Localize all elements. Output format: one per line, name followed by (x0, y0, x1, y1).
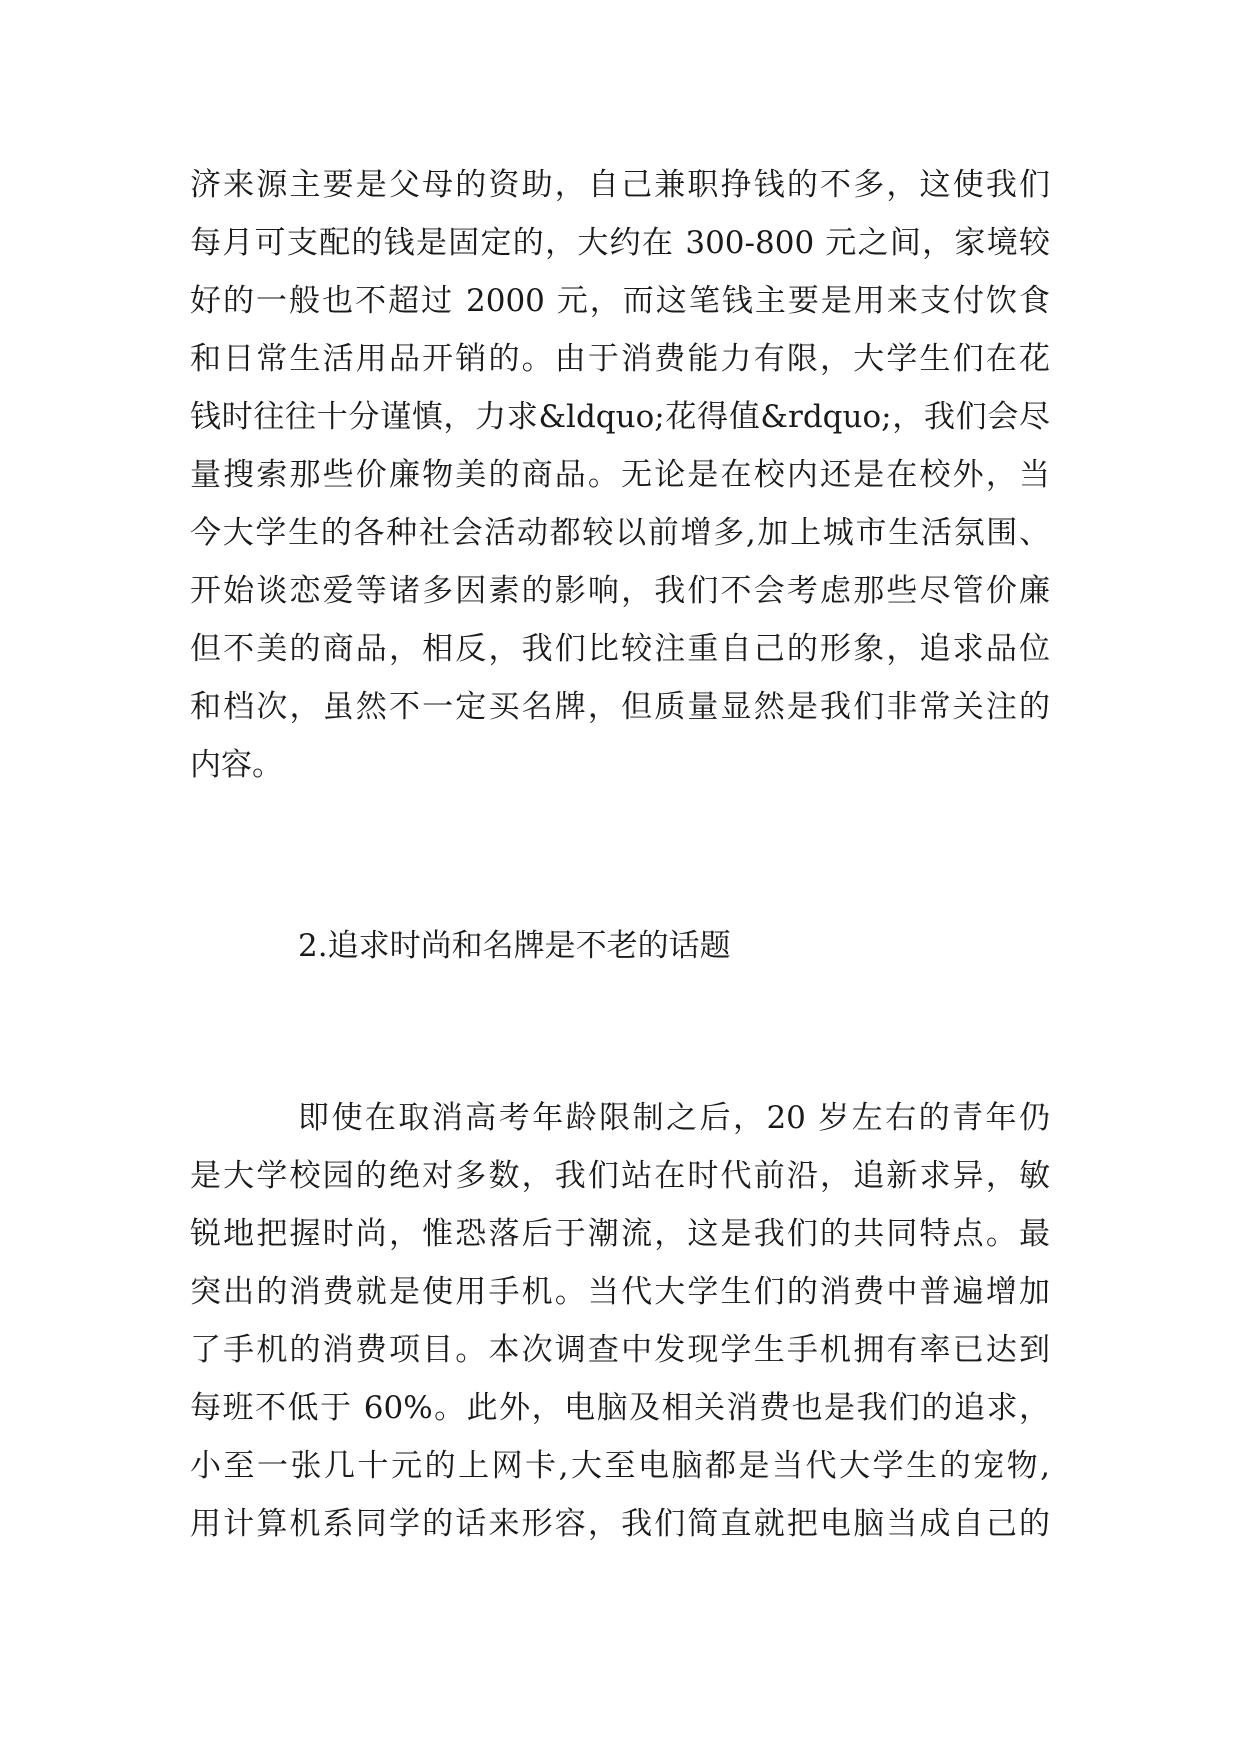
paragraph-consumption-habits (190, 156, 1050, 794)
paragraph-line: 是大学校园的绝对多数，我们站在时代前沿，追新求异，敏 (190, 1158, 1050, 1194)
paragraph-line: 钱时往往十分谨慎，力求&ldquo;花得值&rdquo;，我们会尽 (190, 399, 1050, 435)
paragraph-line: 济来源主要是父母的资助，自己兼职挣钱的不多，这使我们 (190, 167, 1050, 203)
paragraph-line: 和档次，虽然不一定买名牌，但质量显然是我们非常关注的 (190, 689, 1050, 725)
paragraph-line: 小至一张几十元的上网卡,大至电脑都是当代大学生的宠物, (190, 1448, 1050, 1484)
paragraph-line: 今大学生的各种社会活动都较以前增多,加上城市生活氛围、 (190, 515, 1050, 551)
paragraph-line: 突出的消费就是使用手机。当代大学生们的消费中普遍增加 (190, 1274, 1050, 1310)
paragraph-line: 量搜索那些价廉物美的商品。无论是在校内还是在校外，当 (190, 457, 1050, 493)
section-heading: 2.追求时尚和名牌是不老的话题 (298, 928, 731, 964)
paragraph-line: 内容。 (190, 747, 283, 783)
paragraph-line: 好的一般也不超过 2000 元，而这笔钱主要是用来支付饮食 (190, 283, 1050, 319)
paragraph-line: 但不美的商品，相反，我们比较注重自己的形象，追求品位 (190, 631, 1050, 667)
paragraph-line: 了手机的消费项目。本次调查中发现学生手机拥有率已达到 (190, 1332, 1050, 1368)
paragraph-line: 开始谈恋爱等诸多因素的影响，我们不会考虑那些尽管价廉 (190, 573, 1050, 609)
paragraph-line: 用计算机系同学的话来形容，我们简直就把电脑当成自己的 (190, 1506, 1050, 1542)
paragraph-line: 即使在取消高考年龄限制之后，20 岁左右的青年仍 (298, 1100, 1050, 1136)
paragraph-line: 每班不低于 60%。此外，电脑及相关消费也是我们的追求， (190, 1390, 1050, 1426)
paragraph-fashion-brands (190, 1089, 1050, 1553)
paragraph-line: 和日常生活用品开销的。由于消费能力有限，大学生们在花 (190, 341, 1050, 377)
paragraph-line: 锐地把握时尚，惟恐落后于潮流，这是我们的共同特点。最 (190, 1216, 1050, 1252)
paragraph-line: 每月可支配的钱是固定的，大约在 300-800 元之间，家境较 (190, 225, 1050, 261)
